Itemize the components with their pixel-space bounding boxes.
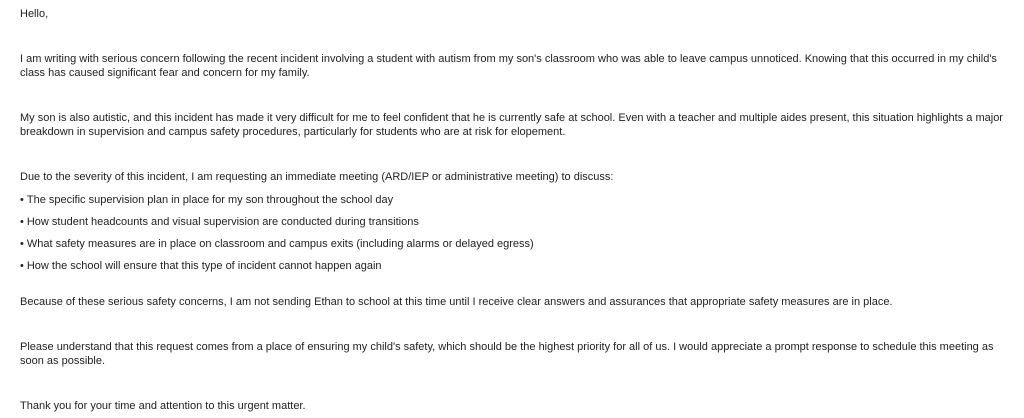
paragraph-keeping-home: Because of these serious safety concerns, I am not sending Ethan to school at this time until I receive clear answers and assurances that appropriate safety measures are in place. — [20, 296, 893, 308]
list-item-text: How student headcounts and visual supervision are conducted during transitions — [26, 216, 419, 228]
discussion-points-list — [20, 193, 1004, 273]
paragraph-meeting-request: Due to the severity of this incident, I am requesting an immediate meeting (ARD/IEP or administrative meeting) to discuss: — [20, 171, 614, 183]
list-item — [20, 193, 1004, 207]
list-item-text: The specific supervision plan in place for my son throughout the school day — [26, 194, 394, 206]
greeting: Hello, — [20, 8, 49, 20]
paragraph-incident-concern: I am writing with serious concern following the recent incident involving a student with autism from my son's classroom who was able to leave campus unnoticed. Knowing that this occurred in my child's class has caused significant fear and concern for my family. — [20, 53, 997, 79]
list-item-text: How the school will ensure that this type of incident cannot happen again — [26, 260, 382, 272]
list-item — [20, 215, 1004, 229]
bullet-marker: • — [20, 216, 24, 228]
paragraph-thanks: Thank you for your time and attention to this urgent matter. — [20, 400, 306, 412]
list-item — [20, 259, 1004, 273]
bullet-marker: • — [20, 194, 24, 206]
paragraph-closing-request: Please understand that this request comes from a place of ensuring my child's safety, which should be the highest priority for all of us. I would appreciate a prompt response to schedule this meeting as soon as possible. — [20, 341, 994, 367]
list-item — [20, 237, 1004, 251]
bullet-marker: • — [20, 238, 24, 250]
paragraph-safety-confidence: My son is also autistic, and this incident has made it very difficult for me to feel confident that he is currently safe at school. Even with a teacher and multiple aides present, this situation highlights a major breakdown in supervision and campus safety procedures, particularly for students who are at risk for elopement. — [20, 112, 1003, 138]
list-item-text: What safety measures are in place on classroom and campus exits (including alarms or delayed egress) — [26, 238, 534, 250]
bullet-marker: • — [20, 260, 24, 272]
